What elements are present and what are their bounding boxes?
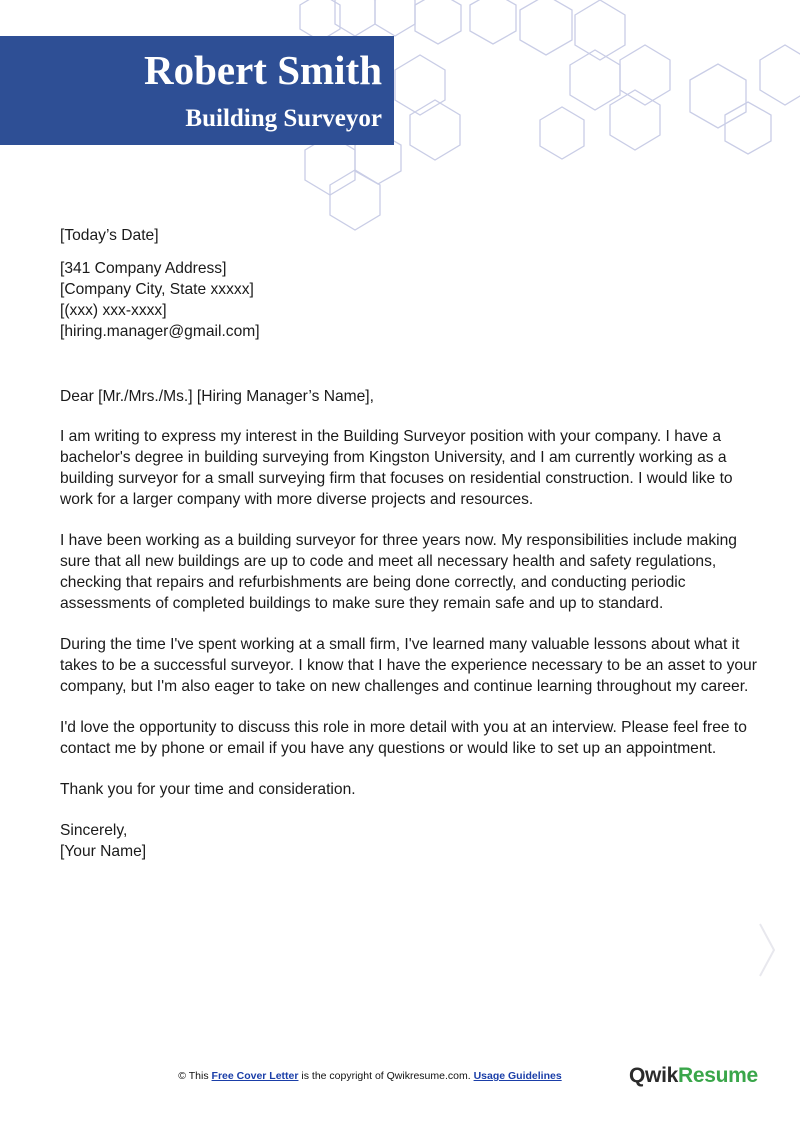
chevron-right-icon (756, 920, 778, 980)
body-paragraph: I'd love the opportunity to discuss this role in more detail with you at an interview. Please feel free to contact me by phone or email if you have any questions or would like to set up an appointment. (60, 719, 747, 757)
address-line: [(xxx) xxx-xxxx] (60, 302, 167, 319)
address-line: [Company City, State xxxxx] (60, 281, 254, 298)
thank-you-line: Thank you for your time and consideration. (60, 781, 356, 798)
signature: [Your Name] (60, 843, 147, 860)
free-cover-letter-link[interactable]: Free Cover Letter (211, 1070, 299, 1082)
closing: Sincerely, (60, 822, 128, 839)
address-line: [hiring.manager@gmail.com] (60, 323, 260, 340)
cover-letter-body (60, 225, 760, 862)
body-paragraph: During the time I've spent working at a small firm, I've learned many valuable lessons about what it takes to be a successful surveyor. I know that I have the experience necessary to be an asset to your company, but I'm also eager to take on new challenges and continue learning throughout my career. (60, 636, 757, 695)
body-paragraph: I am writing to express my interest in the Building Surveyor position with your company. I have a bachelor's degree in building surveying from Kingston University, and I am currently working as a building surveyor for a small surveying firm that focuses on residential construction. I would like to work for a larger company with more diverse projects and resources. (60, 428, 733, 508)
applicant-name: Robert Smith (143, 47, 382, 93)
header-banner (0, 36, 394, 145)
body-paragraph: I have been working as a building surveyor for three years now. My responsibilities include making sure that all new buildings are up to code and meet all necessary health and safety regulations, checking that repairs and refurbishments are being done correctly, and conducting periodic assessments of completed buildings to make sure they remain safe and up to standard. (60, 532, 737, 612)
logo-part-resume: Resume (677, 1064, 758, 1087)
qwikresume-logo (629, 1064, 758, 1088)
address-line: [341 Company Address] (60, 260, 227, 277)
recipient-address (60, 258, 760, 342)
letter-date: [Today’s Date] (60, 227, 159, 244)
salutation: Dear [Mr./Mrs./Ms.] [Hiring Manager’s Name], (60, 388, 374, 405)
logo-part-qwik: Qwik (629, 1064, 678, 1087)
usage-guidelines-link[interactable]: Usage Guidelines (473, 1070, 562, 1082)
footer-middle: is the copyright of Qwikresume.com. (301, 1070, 471, 1082)
footer-prefix: © This (178, 1070, 209, 1082)
applicant-job-title: Building Surveyor (185, 105, 382, 132)
